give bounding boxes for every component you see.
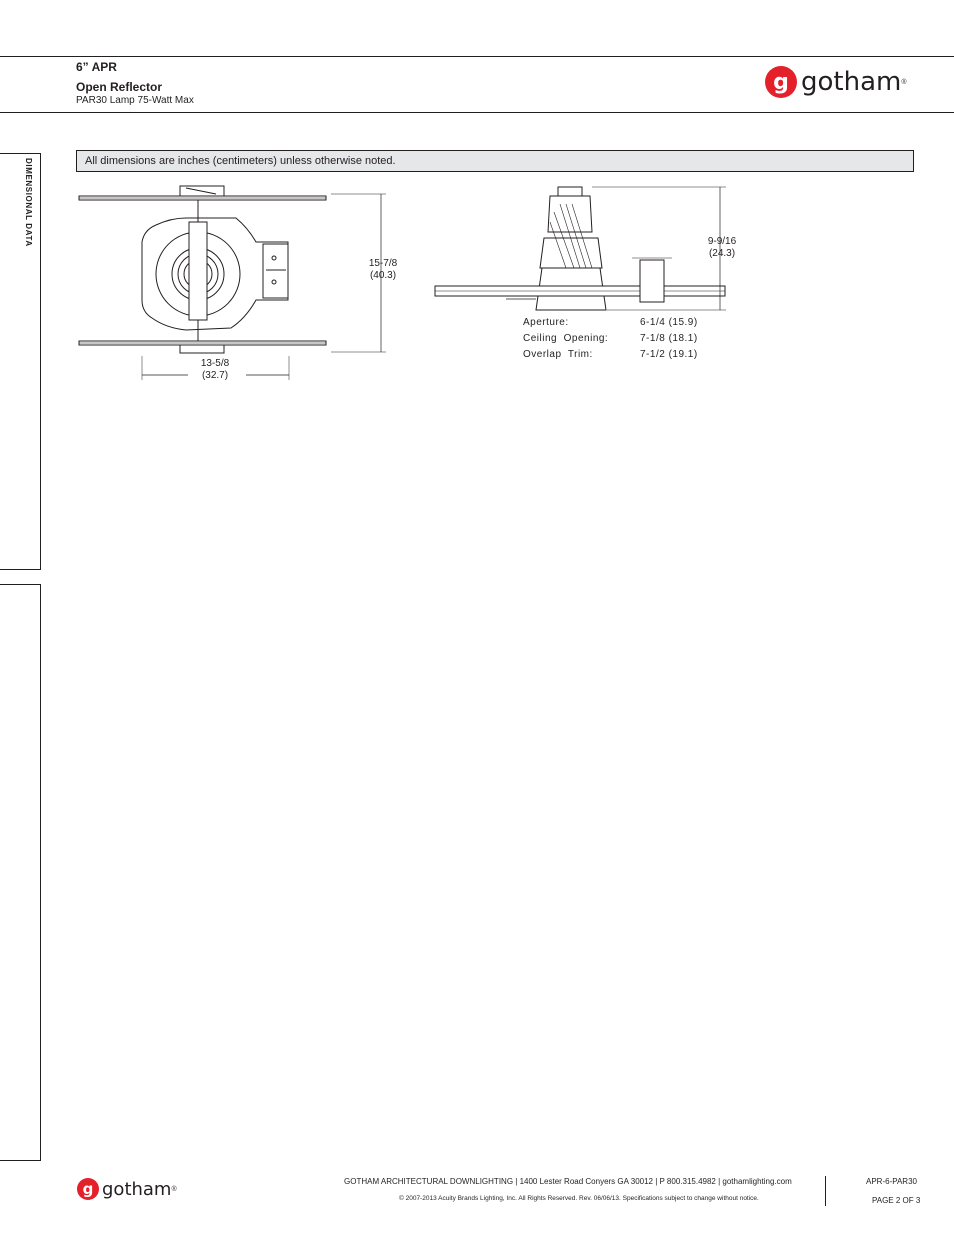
plan-height-dimension	[360, 258, 406, 282]
spec-label: Ceiling Opening:	[523, 333, 609, 344]
spec-label: Aperture:	[523, 317, 569, 328]
footer-page-number: PAGE 2 OF 3	[872, 1196, 921, 1205]
junction-strap	[189, 222, 207, 320]
footer-gotham-logo	[77, 1178, 177, 1200]
gotham-logo	[765, 66, 907, 98]
dimensions-note-text: All dimensions are inches (centimeters) unless otherwise noted.	[85, 155, 396, 167]
plan-height-inches: 15-7/8	[368, 258, 398, 269]
logo-mark-icon: g	[765, 66, 797, 98]
plan-height-cm: (40.3)	[369, 270, 397, 281]
spec-row	[523, 315, 723, 331]
plan-view-drawing	[76, 180, 406, 380]
junction-box	[263, 244, 288, 298]
spec-value: 7-1/8 (18.1)	[640, 333, 698, 344]
side-height-inches: 9-9/16	[707, 236, 737, 247]
reflector-cone	[540, 238, 602, 268]
dimensions-note	[76, 150, 914, 172]
side-height-dimension	[700, 236, 744, 260]
side-junction-box	[640, 260, 664, 302]
header-bottom-rule	[0, 112, 954, 113]
plan-width-cm: (32.7)	[201, 370, 229, 381]
footer-product-code: APR-6-PAR30	[866, 1177, 917, 1186]
footer-copyright: © 2007-2013 Acuity Brands Lighting, Inc. All Rights Reserved. Rev. 06/06/13. Specifications subject to change without notice.	[399, 1195, 759, 1202]
side-height-cm: (24.3)	[708, 248, 736, 259]
spec-row	[523, 347, 723, 363]
side-view-drawing	[432, 182, 732, 314]
spec-label: Overlap Trim:	[523, 349, 593, 360]
product-subtitle: Open Reflector	[76, 80, 163, 94]
bottom-bracket	[180, 345, 224, 353]
footer-logo-wordmark: gotham	[102, 1178, 172, 1200]
registered-mark: ®	[901, 78, 907, 86]
side-tab-dimensional-data	[0, 153, 41, 570]
side-tab-label: DIMENSIONAL DATA	[24, 158, 33, 247]
product-title: 6” APR	[76, 60, 117, 74]
spec-value: 7-1/2 (19.1)	[640, 349, 698, 360]
side-tab-blank	[0, 584, 41, 1161]
logo-wordmark: gotham	[801, 67, 902, 97]
footer-registered-mark: ®	[171, 1185, 177, 1193]
footer-logo-mark-icon: g	[77, 1178, 99, 1200]
lamp-spec: PAR30 Lamp 75-Watt Max	[76, 95, 194, 106]
plan-width-dimension	[190, 358, 240, 382]
footer-address: GOTHAM ARCHITECTURAL DOWNLIGHTING | 1400 Lester Road Conyers GA 30012 | P 800.315.4982 | gothamlighting.com	[344, 1177, 792, 1186]
header-top-rule	[0, 56, 954, 57]
aperture-specs	[523, 315, 723, 363]
spec-row	[523, 331, 723, 347]
plan-width-inches: 13-5/8	[200, 358, 230, 369]
spec-value: 6-1/4 (15.9)	[640, 317, 698, 328]
footer-divider	[825, 1176, 826, 1206]
